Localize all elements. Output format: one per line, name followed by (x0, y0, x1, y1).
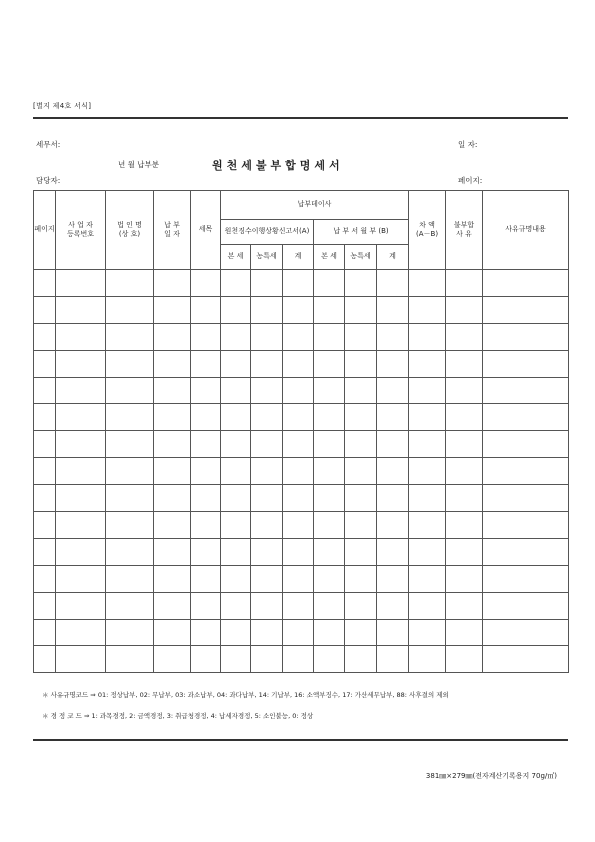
table-cell (34, 646, 56, 673)
table-cell (154, 404, 191, 431)
table-cell (446, 350, 483, 377)
table-cell (154, 512, 191, 539)
table-cell (409, 404, 446, 431)
table-cell (446, 431, 483, 458)
table-cell (106, 565, 154, 592)
table-cell (56, 350, 106, 377)
table-cell (409, 538, 446, 565)
table-cell (251, 485, 283, 512)
table-cell (446, 404, 483, 431)
table-cell (483, 270, 569, 297)
table-cell (314, 404, 345, 431)
table-cell (483, 512, 569, 539)
table-cell (191, 323, 221, 350)
table-cell (345, 512, 377, 539)
table-cell (377, 485, 409, 512)
table-cell (377, 431, 409, 458)
table-cell (221, 323, 251, 350)
table-cell (221, 270, 251, 297)
table-cell (56, 646, 106, 673)
table-cell (191, 458, 221, 485)
col-payment-data: 납부데이사 (221, 191, 409, 220)
table-cell (191, 270, 221, 297)
table-cell (409, 458, 446, 485)
correction-code-note: ＊ 경 정 코 드 ⇒ 1: 과목경정, 2: 금액경정, 3: 취급청경정, 4: 납세자경정, 5: 소인불능, 0: 정상 (42, 712, 314, 720)
table-cell (377, 404, 409, 431)
table-cell (345, 270, 377, 297)
table-cell (314, 619, 345, 646)
table-cell (446, 270, 483, 297)
table-cell (446, 377, 483, 404)
table-cell (377, 296, 409, 323)
page-number-label: 페이지: (458, 176, 483, 185)
table-cell (154, 377, 191, 404)
table-cell (251, 592, 283, 619)
table-row (34, 296, 569, 323)
table-cell (221, 646, 251, 673)
table-cell (191, 512, 221, 539)
table-cell (56, 270, 106, 297)
col-mismatch-reason: 불부합 사 유 (446, 191, 483, 270)
table-cell (34, 431, 56, 458)
col-tax-item: 세목 (191, 191, 221, 270)
sub-col-total-b: 계 (377, 245, 409, 270)
sub-col-special-tax-a: 농특세 (251, 245, 283, 270)
table-row (34, 377, 569, 404)
table-cell (345, 538, 377, 565)
table-row (34, 646, 569, 673)
table-cell (106, 619, 154, 646)
table-cell (106, 431, 154, 458)
table-cell (106, 458, 154, 485)
table-cell (377, 512, 409, 539)
table-cell (446, 323, 483, 350)
table-cell (191, 350, 221, 377)
table-cell (446, 458, 483, 485)
table-cell (314, 646, 345, 673)
table-cell (283, 619, 314, 646)
table-cell (106, 538, 154, 565)
table-cell (314, 592, 345, 619)
table-cell (409, 619, 446, 646)
table-cell (409, 512, 446, 539)
table-cell (154, 619, 191, 646)
table-cell (345, 404, 377, 431)
table-cell (56, 323, 106, 350)
table-cell (409, 350, 446, 377)
table-cell (251, 619, 283, 646)
table-row (34, 270, 569, 297)
table-cell (56, 431, 106, 458)
table-cell (191, 377, 221, 404)
table-cell (446, 512, 483, 539)
col-page: 페이지 (34, 191, 56, 270)
table-cell (251, 377, 283, 404)
table-cell (154, 458, 191, 485)
table-cell (377, 350, 409, 377)
table-cell (483, 592, 569, 619)
tax-office-label: 세무서: (36, 140, 61, 149)
table-cell (283, 458, 314, 485)
table-cell (34, 270, 56, 297)
table-cell (34, 377, 56, 404)
table-cell (409, 296, 446, 323)
table-cell (191, 431, 221, 458)
table-cell (446, 565, 483, 592)
table-cell (483, 404, 569, 431)
table-cell (345, 377, 377, 404)
col-group-b: 납 부 서 월 부 (B) (314, 220, 409, 245)
table-cell (483, 377, 569, 404)
page-title: 원천세불부합명세서 (212, 159, 344, 172)
table-cell (377, 592, 409, 619)
discrepancy-table (33, 190, 569, 673)
table-cell (345, 323, 377, 350)
table-cell (283, 485, 314, 512)
table-cell (483, 646, 569, 673)
table-cell (34, 538, 56, 565)
table-cell (314, 538, 345, 565)
table-row (34, 538, 569, 565)
table-cell (106, 377, 154, 404)
table-cell (251, 270, 283, 297)
table-cell (221, 485, 251, 512)
table-cell (106, 350, 154, 377)
table-row (34, 431, 569, 458)
table-cell (154, 565, 191, 592)
col-business-number: 사 업 자 등록번호 (56, 191, 106, 270)
sub-col-special-tax-b: 농특세 (345, 245, 377, 270)
table-cell (34, 323, 56, 350)
col-reason-content: 사유규명내용 (483, 191, 569, 270)
table-cell (34, 350, 56, 377)
col-group-a: 원천징수이행상황신고서(A) (221, 220, 314, 245)
table-cell (446, 296, 483, 323)
table-cell (409, 485, 446, 512)
table-cell (377, 270, 409, 297)
table-cell (191, 646, 221, 673)
table-cell (409, 565, 446, 592)
paper-spec-footer: 381㎜×279㎜(전자계산기록용지 70g/㎡) (425, 772, 557, 780)
table-row (34, 619, 569, 646)
table-cell (483, 485, 569, 512)
table-cell (154, 270, 191, 297)
table-cell (251, 350, 283, 377)
table-cell (483, 565, 569, 592)
table-cell (106, 323, 154, 350)
table-cell (483, 323, 569, 350)
table-cell (446, 485, 483, 512)
table-cell (446, 592, 483, 619)
table-cell (251, 538, 283, 565)
table-cell (409, 270, 446, 297)
table-cell (483, 619, 569, 646)
table-cell (314, 323, 345, 350)
table-cell (483, 350, 569, 377)
table-cell (483, 296, 569, 323)
table-cell (409, 431, 446, 458)
table-cell (345, 350, 377, 377)
table-cell (34, 592, 56, 619)
table-cell (56, 512, 106, 539)
table-cell (191, 592, 221, 619)
table-cell (251, 404, 283, 431)
table-row (34, 323, 569, 350)
table-cell (221, 404, 251, 431)
table-cell (34, 485, 56, 512)
table-cell (377, 565, 409, 592)
table-cell (251, 323, 283, 350)
table-cell (191, 538, 221, 565)
reason-code-note: ＊ 사유규명코드 ⇒ 01: 정상납부, 02: 무납부, 03: 과소납부, 04: 과다납부, 14: 기납부, 16: 소액부징수, 17: 가산세무납부, 88: 사후결의 제외 (42, 691, 449, 699)
table-cell (154, 323, 191, 350)
table-row (34, 350, 569, 377)
table-cell (314, 296, 345, 323)
table-cell (106, 404, 154, 431)
table-cell (56, 485, 106, 512)
table-row (34, 458, 569, 485)
table-cell (377, 323, 409, 350)
table-cell (56, 565, 106, 592)
table-cell (154, 592, 191, 619)
table-cell (251, 646, 283, 673)
col-corporation-name: 법 인 명 (상 호) (106, 191, 154, 270)
table-cell (154, 431, 191, 458)
table-cell (251, 512, 283, 539)
table-cell (446, 538, 483, 565)
table-cell (191, 296, 221, 323)
table-cell (106, 485, 154, 512)
table-cell (154, 538, 191, 565)
table-cell (314, 377, 345, 404)
table-cell (409, 592, 446, 619)
table-row (34, 485, 569, 512)
date-label: 일 자: (458, 140, 478, 149)
table-cell (483, 538, 569, 565)
table-cell (251, 565, 283, 592)
table-cell (283, 323, 314, 350)
table-cell (251, 458, 283, 485)
table-row (34, 565, 569, 592)
period-label: 년 월 납부분 (118, 160, 159, 169)
table-cell (221, 538, 251, 565)
table-cell (34, 458, 56, 485)
table-cell (56, 538, 106, 565)
table-cell (345, 565, 377, 592)
table-cell (56, 619, 106, 646)
sub-col-total-a: 계 (283, 245, 314, 270)
table-cell (446, 646, 483, 673)
table-cell (409, 323, 446, 350)
table-cell (56, 377, 106, 404)
table-cell (314, 458, 345, 485)
table-cell (409, 646, 446, 673)
table-cell (377, 458, 409, 485)
table-cell (191, 485, 221, 512)
table-cell (106, 512, 154, 539)
table-cell (283, 350, 314, 377)
table-cell (56, 458, 106, 485)
table-cell (345, 592, 377, 619)
table-cell (345, 485, 377, 512)
table-cell (483, 458, 569, 485)
table-cell (345, 619, 377, 646)
table-cell (345, 646, 377, 673)
table-cell (34, 565, 56, 592)
table-cell (283, 377, 314, 404)
table-cell (409, 377, 446, 404)
table-cell (283, 565, 314, 592)
table-cell (221, 458, 251, 485)
table-cell (251, 296, 283, 323)
table-cell (106, 296, 154, 323)
table-cell (191, 619, 221, 646)
table-cell (154, 296, 191, 323)
staff-label: 담당자: (36, 176, 61, 185)
table-cell (283, 296, 314, 323)
sub-col-base-tax-a: 본 세 (221, 245, 251, 270)
table-cell (314, 431, 345, 458)
header-row-1 (34, 191, 569, 220)
table-row (34, 592, 569, 619)
table-cell (106, 592, 154, 619)
table-row (34, 404, 569, 431)
table-cell (154, 485, 191, 512)
table-cell (314, 270, 345, 297)
table-cell (221, 350, 251, 377)
table-cell (251, 431, 283, 458)
table-cell (34, 404, 56, 431)
sub-col-base-tax-b: 본 세 (314, 245, 345, 270)
table-cell (483, 431, 569, 458)
table-cell (221, 431, 251, 458)
table-cell (106, 270, 154, 297)
table-cell (314, 512, 345, 539)
table-cell (446, 619, 483, 646)
table-cell (221, 619, 251, 646)
table-cell (283, 431, 314, 458)
table-cell (56, 296, 106, 323)
table-cell (377, 619, 409, 646)
table-cell (283, 270, 314, 297)
table-cell (283, 538, 314, 565)
table-cell (34, 296, 56, 323)
table-cell (314, 485, 345, 512)
table-cell (345, 458, 377, 485)
table-cell (283, 592, 314, 619)
table-cell (221, 377, 251, 404)
table-cell (221, 296, 251, 323)
table-cell (345, 431, 377, 458)
table-cell (154, 350, 191, 377)
table-cell (377, 538, 409, 565)
table-cell (283, 646, 314, 673)
table-cell (34, 619, 56, 646)
col-payment-date: 납 부 일 자 (154, 191, 191, 270)
col-difference: 차 액 (A－B) (409, 191, 446, 270)
table-cell (154, 646, 191, 673)
table-cell (56, 592, 106, 619)
table-cell (34, 512, 56, 539)
table-row (34, 512, 569, 539)
form-reference: [별지 제4호 서식] (33, 102, 92, 110)
table-cell (314, 565, 345, 592)
table-cell (377, 377, 409, 404)
table-cell (283, 404, 314, 431)
table-cell (345, 296, 377, 323)
table-cell (191, 565, 221, 592)
table-cell (106, 646, 154, 673)
table-cell (221, 565, 251, 592)
table-cell (314, 350, 345, 377)
table-cell (56, 404, 106, 431)
table-cell (221, 512, 251, 539)
table-cell (221, 592, 251, 619)
table-cell (283, 512, 314, 539)
table-cell (377, 646, 409, 673)
table-cell (191, 404, 221, 431)
